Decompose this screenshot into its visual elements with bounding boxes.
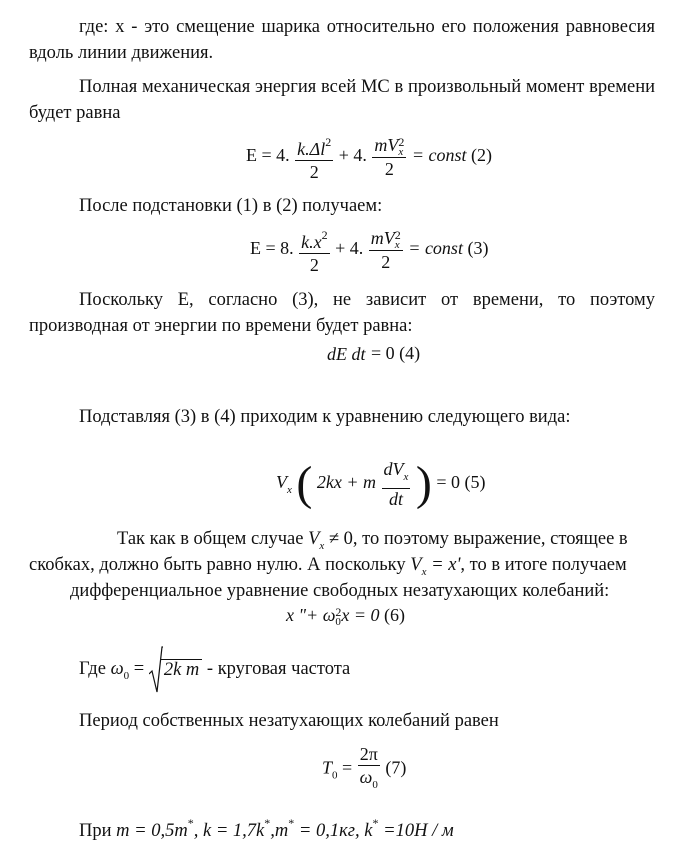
velocity-symbol: V — [276, 472, 287, 493]
denominator: 2 — [309, 162, 319, 182]
paragraph-line: где: x - это смещение шарика относительно его положения равновесия — [79, 17, 655, 37]
equation-inner: 2kx + m — [316, 472, 376, 493]
math-inline: ≠ 0 — [328, 529, 353, 549]
numerator: mV — [370, 228, 395, 249]
paragraph-line: После подстановки (1) в (2) получаем: — [79, 196, 383, 216]
math-inline: m = 0,5m — [116, 821, 188, 841]
equals-sign: = — [133, 659, 145, 679]
subscript: x — [287, 484, 292, 497]
exponent: 2 — [325, 135, 332, 149]
superscript: * — [187, 816, 194, 830]
superscript: * — [264, 816, 271, 830]
paragraph-text: , то поэтому выражение, стоящее в — [352, 529, 628, 549]
equation-label: (3) — [467, 238, 489, 259]
paragraph-line: Подставляя (3) в (4) приходим к уравнению следующего вида: — [79, 407, 571, 427]
equation-mid: + 4. — [338, 145, 367, 166]
numerator: k.Δl — [297, 139, 326, 159]
equation-6 — [286, 605, 405, 627]
omega-symbol: ω — [110, 659, 124, 679]
paragraph-text: - круговая частота — [206, 659, 351, 679]
paragraph-line: будет равна — [29, 103, 121, 123]
subscript: x — [421, 566, 427, 578]
paragraph-substitution — [79, 193, 382, 219]
exponent: 2 — [398, 134, 405, 149]
subscript: 0 — [123, 670, 130, 682]
equation-label: (7) — [385, 757, 407, 778]
fraction — [327, 344, 366, 365]
equals-sign: = — [342, 757, 353, 778]
equation-rhs: = 0 — [371, 343, 395, 363]
fraction — [164, 660, 199, 681]
denominator: dt — [351, 344, 366, 365]
numerator: 2k — [163, 659, 182, 680]
paragraph-line: Поскольку E, согласно (3), не зависит от времени, то поэтому — [79, 290, 655, 310]
equation-label: (6) — [384, 605, 406, 625]
paragraph-energy-intro-cont — [29, 100, 120, 126]
fraction — [382, 458, 411, 510]
numerator: 2π — [358, 743, 380, 766]
paragraph-line: Полная механическая энергия всей МС в произвольный момент времени — [79, 77, 655, 97]
equation-7 — [322, 743, 406, 796]
paragraph-energy-intro — [79, 74, 655, 100]
subscript: x — [403, 471, 409, 483]
equation-4 — [326, 343, 420, 365]
paragraph-period — [79, 708, 499, 734]
equation-label: (5) — [464, 472, 486, 493]
right-paren: ) — [415, 457, 432, 510]
paragraph-displacement-definition — [79, 14, 655, 40]
equation-2 — [246, 131, 492, 183]
denominator: 2 — [381, 251, 391, 272]
subscript: 0 — [335, 615, 341, 628]
paragraph-time-independence — [79, 287, 655, 313]
exponent: 2 — [394, 227, 401, 242]
math-inline: , k = 1,7k — [193, 821, 265, 841]
subscript: x — [398, 145, 404, 158]
paragraph-line: вдоль линии движения. — [29, 43, 214, 63]
paragraph-line: Период собственных незатухающих колебаний равен — [79, 711, 499, 731]
paragraph-given-values — [79, 810, 454, 844]
denominator: 2 — [309, 255, 319, 275]
numerator: mV — [374, 135, 399, 156]
equation-rhs: = 0 — [436, 472, 461, 493]
subscript: 0 — [372, 779, 378, 791]
paragraph-substituting — [79, 404, 570, 430]
fraction — [358, 743, 380, 796]
paragraph-time-independence-cont — [29, 313, 413, 339]
period-symbol: T — [322, 757, 333, 778]
math-inline: V — [410, 555, 422, 575]
math-inline: = 0,1кг, k — [294, 821, 373, 841]
denominator: dt — [388, 489, 403, 509]
paragraph-angular-frequency — [79, 644, 350, 701]
math-inline: ,m — [270, 821, 289, 841]
fraction — [372, 134, 406, 180]
denominator: m — [185, 659, 200, 680]
paragraph-line: дифференциальное уравнение свободных незатухающих колебаний: — [70, 581, 610, 601]
paragraph-displacement-definition-cont — [29, 40, 655, 66]
equation-mid: + 4. — [335, 238, 364, 259]
denominator: 2 — [384, 158, 394, 179]
equation-label: (2) — [471, 145, 493, 166]
superscript: * — [288, 816, 295, 830]
paragraph-text: скобках, должно быть равно нулю. А поскольку — [29, 555, 406, 575]
paragraph-text: При — [79, 821, 112, 841]
denominator: ω — [359, 767, 373, 787]
fraction — [369, 227, 403, 273]
paragraph-line: производная от энергии по времени будет равна: — [29, 316, 413, 336]
equation-part: x "+ ω — [286, 605, 336, 625]
superscript: * — [372, 816, 379, 830]
math-inline: =10H / м — [378, 821, 454, 841]
numerator: k.x — [301, 232, 322, 252]
equation-lhs: E = 8. — [250, 238, 294, 259]
exponent: 2 — [335, 604, 342, 619]
subscript: x — [394, 238, 400, 251]
equation-label: (4) — [399, 343, 421, 363]
paragraph-text: Так как в общем случае — [117, 529, 304, 549]
equation-lhs: E = 4. — [246, 145, 290, 166]
subscript: 0 — [332, 769, 338, 782]
paragraph-general-case-cont2 — [70, 578, 609, 604]
equation-3 — [250, 224, 488, 276]
equation-rhs: = const — [408, 238, 463, 259]
numerator: dV — [383, 459, 404, 479]
paragraph-text: Где — [79, 659, 106, 679]
exponent: 2 — [321, 228, 328, 242]
math-inline: V — [308, 529, 320, 549]
subscript: x — [319, 540, 325, 552]
math-inline: = x' — [431, 555, 461, 575]
fraction — [299, 224, 329, 276]
fraction — [295, 131, 333, 183]
equation-part: x = 0 — [341, 605, 380, 625]
equation-5 — [276, 458, 486, 510]
equation-rhs: = const — [411, 145, 467, 166]
numerator: dE — [327, 344, 347, 365]
square-root — [149, 646, 202, 694]
paragraph-text: , то в итоге получаем — [460, 555, 627, 575]
left-paren: ( — [296, 457, 313, 510]
